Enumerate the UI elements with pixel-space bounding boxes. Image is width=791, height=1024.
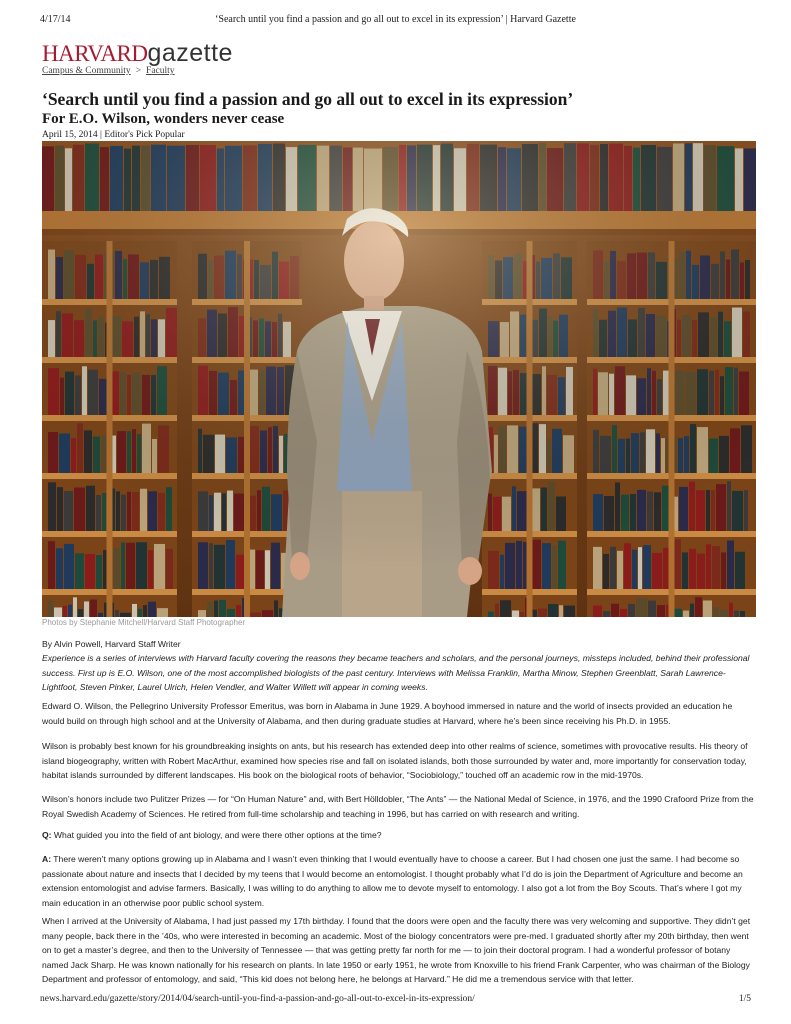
article-paragraph xyxy=(42,699,754,728)
breadcrumb-faculty[interactable]: Faculty xyxy=(146,66,175,76)
article-subtitle: For E.O. Wilson, wonders never cease xyxy=(42,111,285,127)
paragraph-4: When I arrived at the University of Alabama, I had just passed my 17th birthday. I found that the doors were open and the faculty there was very welcoming and supportive. They didn’t get many people, back there in the ’40s, who were interested in becoming an academic. Most of the biology concentrators were pre-med. I graduated shortly after my 20th birthday, then went on to get a master’s degree, and then to the University of Tennessee — that was getting pretty far north for me — to join their doctoral program. I had a wonderful professor of botany named Jack Sharp. He was known nationally for his research on plants. In late 1950 or early 1951, he wrote from Knoxville to his friend Frank Carpenter, who was chairman of the Biology Department and professor of entomology, and said, “This kid does not belong here, he belongs at Harvard.” He did me a tremendous service with that letter. xyxy=(42,916,751,985)
print-page-number: 1/5 xyxy=(738,994,751,1004)
answer-text: There weren’t many options growing up in Alabama and I wasn’t even thinking that I would eventually have to choose a career. But I had chosen one just the same. I had become so passionate about nature and insects that I decided by my teens that I would become an entomologist. I thought probably what I’d do is join the Department of Agriculture and become an extension entomologist and advise farmers. Basically, I was willing to do anything to allow me to devote myself to entomology. I also got a lot from the Boy Scouts. That’s where I got my main education in an otherwise poor public school system. xyxy=(42,854,743,908)
answer-1 xyxy=(42,852,754,910)
article-paragraph xyxy=(42,914,754,987)
photo-illustration xyxy=(42,141,756,617)
paragraph-1: Edward O. Wilson, the Pellegrino University Professor Emeritus, was born in Alabama in June 1929. A boyhood immersed in nature and the world of insects provided an education he would build on through high school and at the University of Alabama, and then during graduate studies at Harvard, where he’s been since receiving his Ph.D. in 1955. xyxy=(42,701,733,726)
paragraph-2: Wilson is probably best known for his groundbreaking insights on ants, but his research has extended deep into other realms of science, sometimes with provocative results. His theory of island biogeography, written with Robert MacArthur, examined how species rise and fall on isolated islands, both those surrounded by water and, more importantly for conservation today, habitat islands surrounded by different landscapes. His book on the biological roots of behavior, “Sociobiology,” touched off an academic row in the mid-1970s. xyxy=(42,741,748,781)
print-page-title: ‘Search until you find a passion and go all out to excel in its expression’ | Harvard Gazette xyxy=(215,14,576,25)
photo-caption: Photos by Stephanie Mitchell/Harvard Staff Photographer xyxy=(42,618,246,627)
question-1 xyxy=(42,828,754,843)
breadcrumb-campus-community[interactable]: Campus & Community xyxy=(42,66,131,76)
article-paragraph xyxy=(42,739,754,783)
article-intro xyxy=(42,651,754,695)
article-photo xyxy=(42,141,756,617)
paragraph-3: Wilson’s honors include two Pulitzer Prizes — for “On Human Nature” and, with Bert Hölldobler, “The Ants” — the National Medal of Science, in 1976, and the 1990 Crafoord Prize from the Royal Swedish Academy of Sciences. He retired from full-time scholarship and teaching in 1996, but has carried on with research and writing. xyxy=(42,794,754,819)
breadcrumb-separator: > xyxy=(135,66,142,76)
article-paragraph xyxy=(42,792,754,821)
logo-gazette: gazette xyxy=(147,39,233,67)
question-text: What guided you into the field of ant biology, and were there other options at the time? xyxy=(51,830,382,840)
logo-harvard: HARVARD xyxy=(42,41,148,66)
print-url: news.harvard.edu/gazette/story/2014/04/search-until-you-find-a-passion-and-go-all-out-to-excel-in-its-expression/ xyxy=(40,994,475,1004)
breadcrumb xyxy=(42,66,175,76)
print-footer xyxy=(40,994,751,1008)
question-label: Q: xyxy=(42,830,52,840)
intro-text: Experience is a series of interviews with Harvard faculty covering the reasons they became teachers and scholars, and the personal journeys, missteps included, behind their professional success. First up is E.O. Wilson, one of the most accomplished biologists of the past century. Interviews with Melissa Franklin, Martha Minow, Stephen Greenblatt, Sarah Lawrence-Lightfoot, Steven Pinker, Laurel Ulrich, Helen Vendler, and Walter Willett will appear in coming weeks. xyxy=(42,653,750,693)
print-date: 4/17/14 xyxy=(40,14,71,25)
byline-text: By Alvin Powell, Harvard Staff Writer xyxy=(42,639,181,649)
harvard-gazette-logo[interactable] xyxy=(42,40,233,67)
article-byline xyxy=(42,637,754,652)
answer-label: A: xyxy=(42,854,52,864)
article-title: ‘Search until you find a passion and go all out to excel in its expression’ xyxy=(42,89,574,109)
print-header xyxy=(40,14,751,28)
article-meta: April 15, 2014 | Editor's Pick Popular xyxy=(42,130,185,140)
